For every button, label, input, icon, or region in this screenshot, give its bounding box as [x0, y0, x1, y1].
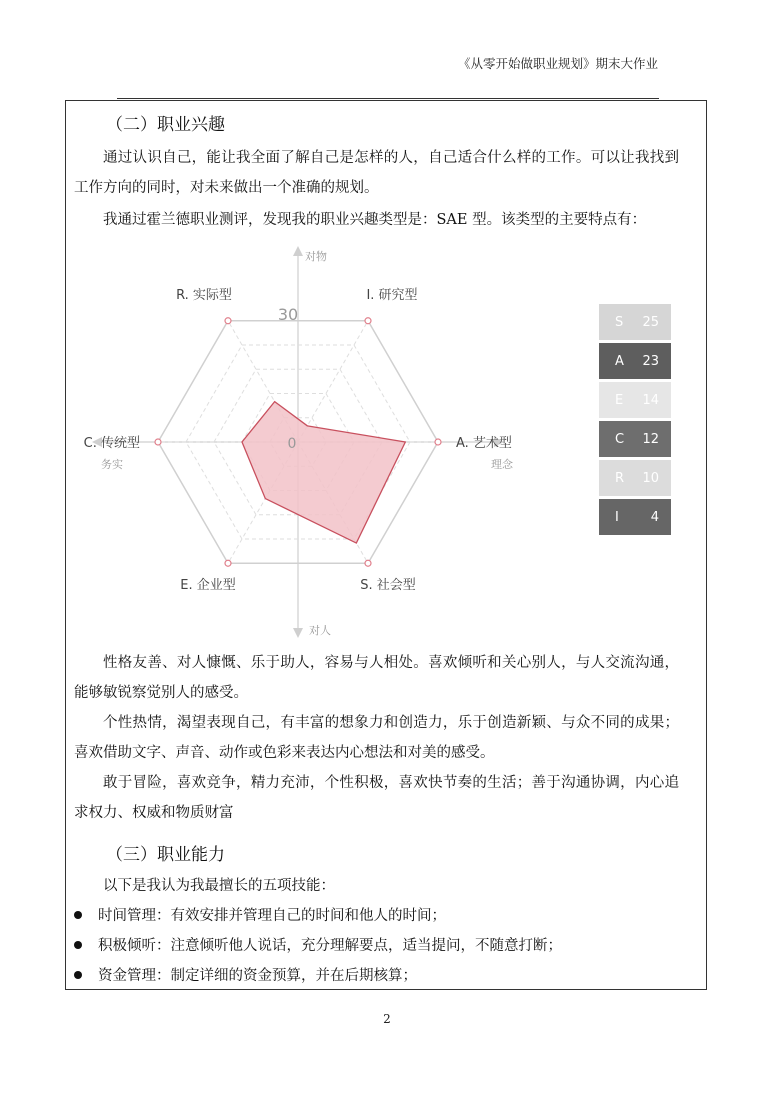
radar-vertex-dot [365, 318, 371, 324]
intro-paragraph-2: 我通过霍兰德职业测评，发现我的职业兴趣类型是：SAE 型。该类型的主要特点有： [103, 212, 647, 228]
score-box-s [599, 304, 671, 340]
skill-item [74, 966, 679, 986]
trait-paragraph-social: 性格友善、对人慷慨、乐于助人，容易与人相处。喜欢倾听和关心别人，与人交流沟通，能够敏锐察觉别人的感受。 [74, 655, 679, 701]
score-box-e [599, 382, 671, 418]
radar-axis-label: E. 企业型 [180, 578, 236, 594]
section-heading-career-interest: （二）职业兴趣 [106, 115, 225, 135]
score-box-letter: E [615, 392, 624, 408]
score-box-value: 12 [642, 431, 659, 447]
radar-axis-label: A. 艺术型 [456, 436, 512, 451]
score-box-letter: I [615, 509, 619, 525]
score-box-a [599, 343, 671, 379]
section-heading-career-ability: （三）职业能力 [106, 845, 225, 865]
skill-item [74, 906, 679, 926]
document-header-title: 《从零开始做职业规划》期末大作业 [457, 56, 658, 71]
trait-paragraph-artistic: 个性热情，渴望表现自己，有丰富的想象力和创造力，乐于创造新颖、与众不同的成果；喜欢借助文字、声音、动作或色彩来表达内心想法和对美的感受。 [74, 715, 679, 761]
score-box-letter: C [615, 431, 625, 447]
radar-vertex-dot [225, 560, 231, 566]
score-box-letter: R [615, 470, 625, 486]
radar-vertex-dot [435, 439, 441, 445]
scale-max-label: 30 [277, 305, 299, 324]
intro-paragraph-1: 通过认识自己，能让我全面了解自己是怎样的人，自己适合什么样的工作。可以让我找到工作方向的同时，对未来做出一个准确的规划。 [74, 150, 679, 196]
skill-text: 积极倾听：注意倾听他人说话，充分理解要点，适当提问，不随意打断； [98, 938, 562, 954]
score-box-value: 10 [642, 470, 659, 486]
score-box-c [599, 421, 671, 457]
radar-vertex-dot [155, 439, 161, 445]
direction-label-right: 理念 [491, 458, 513, 471]
direction-label-left: 务实 [101, 458, 123, 471]
bullet-dot-icon [74, 911, 82, 919]
bullet-dot-icon [74, 971, 82, 979]
arrow-up-icon [293, 246, 303, 256]
radar-vertex-dot [225, 318, 231, 324]
skill-item [74, 936, 679, 956]
skill-text: 时间管理：有效安排并管理自己的时间和他人的时间； [98, 908, 446, 924]
trait-paragraph-enterprising: 敢于冒险，喜欢竞争，精力充沛，个性积极，喜欢快节奏的生活；善于沟通协调，内心追求权力、权威和物质财富 [74, 775, 679, 821]
holland-radar-chart [70, 240, 530, 640]
score-box-value: 4 [650, 509, 659, 525]
score-box-i [599, 499, 671, 535]
bullet-dot-icon [74, 941, 82, 949]
score-box-r [599, 460, 671, 496]
radar-data-area [242, 402, 405, 543]
direction-label-bottom: 对人 [309, 624, 331, 637]
score-box-value: 14 [642, 392, 659, 408]
score-box-letter: S [615, 314, 624, 330]
scale-min-label: 0 [287, 436, 297, 452]
radar-axis-label: R. 实际型 [176, 287, 232, 303]
radar-axis-label: C. 传统型 [83, 436, 140, 451]
radar-vertex-dot [365, 560, 371, 566]
radar-axis-label: I. 研究型 [366, 287, 418, 303]
score-box-letter: A [615, 353, 624, 369]
direction-label-top: 对物 [305, 250, 327, 263]
page-number: 2 [383, 1012, 391, 1026]
header-rule [117, 98, 659, 99]
skills-intro: 以下是我认为我最擅长的五项技能： [103, 878, 335, 894]
arrow-down-icon [293, 628, 303, 638]
skill-text: 资金管理：制定详细的资金预算，并在后期核算； [98, 968, 417, 984]
score-box-value: 23 [642, 353, 659, 369]
radar-spoke [298, 321, 368, 442]
score-box-value: 25 [642, 314, 659, 330]
radar-axis-label: S. 社会型 [360, 578, 416, 594]
